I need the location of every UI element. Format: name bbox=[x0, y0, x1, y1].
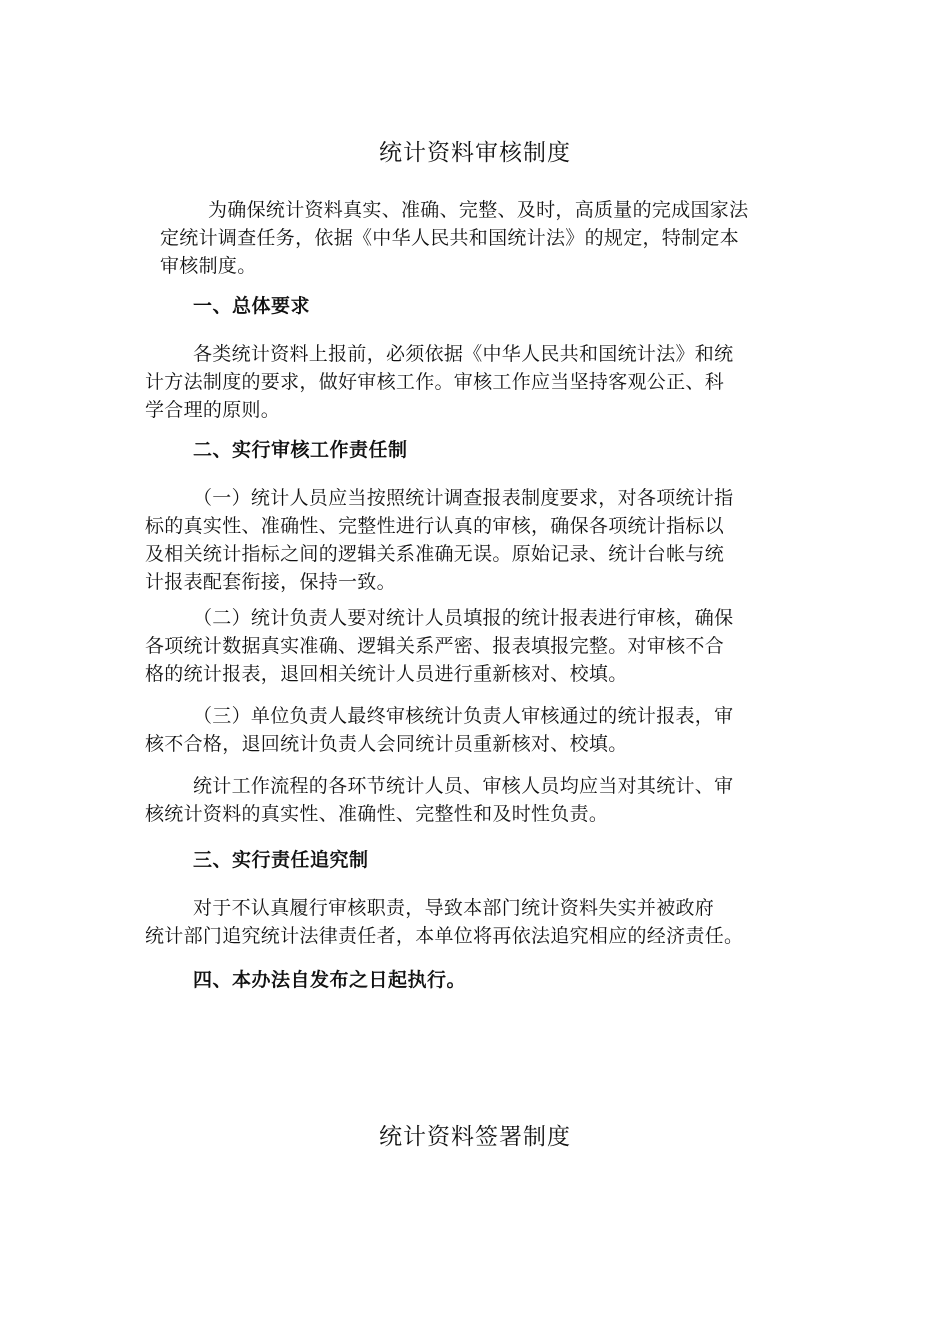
paragraph-accountability bbox=[145, 894, 835, 950]
text-line: 核统计资料的真实性、准确性、完整性和及时性负责。 bbox=[145, 803, 609, 825]
intro-paragraph bbox=[160, 196, 820, 280]
paragraph-item-3 bbox=[145, 702, 825, 758]
text-line: 定统计调查任务，依据《中华人民共和国统计法》的规定，特制定本 bbox=[160, 227, 740, 249]
paragraph-responsibility bbox=[145, 772, 825, 828]
text-line: （一）统计人员应当按照统计调查报表制度要求，对各项统计指 bbox=[193, 487, 734, 509]
text-line: 各类统计资料上报前，必须依据《中华人民共和国统计法》和统 bbox=[193, 343, 734, 365]
text-line: 统计部门追究统计法律责任者，本单位将再依法追究相应的经济责任。 bbox=[145, 925, 744, 947]
text-line: 统计工作流程的各环节统计人员、审核人员均应当对其统计、审 bbox=[193, 775, 734, 797]
text-line: 各项统计数据真实准确、逻辑关系严密、报表填报完整。对审核不合 bbox=[145, 635, 725, 657]
document-title: 统计资料审核制度 bbox=[379, 140, 571, 166]
text-line: 核不合格，退回统计负责人会同统计员重新核对、校填。 bbox=[145, 733, 628, 755]
section-heading-1: 一、总体要求 bbox=[193, 295, 311, 317]
text-line: 对于不认真履行审核职责，导致本部门统计资料失实并被政府 bbox=[193, 897, 715, 919]
text-line: 计方法制度的要求，做好审核工作。审核工作应当坚持客观公正、科 bbox=[145, 371, 725, 393]
section-heading-2: 二、实行审核工作责任制 bbox=[193, 439, 408, 461]
next-document-title: 统计资料签署制度 bbox=[379, 1124, 571, 1150]
paragraph-item-1 bbox=[145, 484, 825, 596]
text-line: 格的统计报表，退回相关统计人员进行重新核对、校填。 bbox=[145, 663, 628, 685]
text-line: 学合理的原则。 bbox=[145, 399, 281, 421]
text-line: （二）统计负责人要对统计人员填报的统计报表进行审核，确保 bbox=[193, 607, 734, 629]
paragraph-item-2 bbox=[145, 604, 825, 688]
paragraph-general-requirements bbox=[145, 340, 825, 424]
text-line: 为确保统计资料真实、准确、完整、及时，高质量的完成国家法 bbox=[208, 199, 749, 221]
section-heading-4: 四、本办法自发布之日起执行。 bbox=[193, 969, 467, 991]
text-line: （三）单位负责人最终审核统计负责人审核通过的统计报表，审 bbox=[193, 705, 734, 727]
section-heading-3: 三、实行责任追究制 bbox=[193, 849, 369, 871]
text-line: 及相关统计指标之间的逻辑关系准确无误。原始记录、统计台帐与统 bbox=[145, 543, 725, 565]
text-line: 计报表配套衔接，保持一致。 bbox=[145, 571, 396, 593]
text-line: 标的真实性、准确性、完整性进行认真的审核，确保各项统计指标以 bbox=[145, 515, 725, 537]
text-line: 审核制度。 bbox=[160, 255, 257, 277]
